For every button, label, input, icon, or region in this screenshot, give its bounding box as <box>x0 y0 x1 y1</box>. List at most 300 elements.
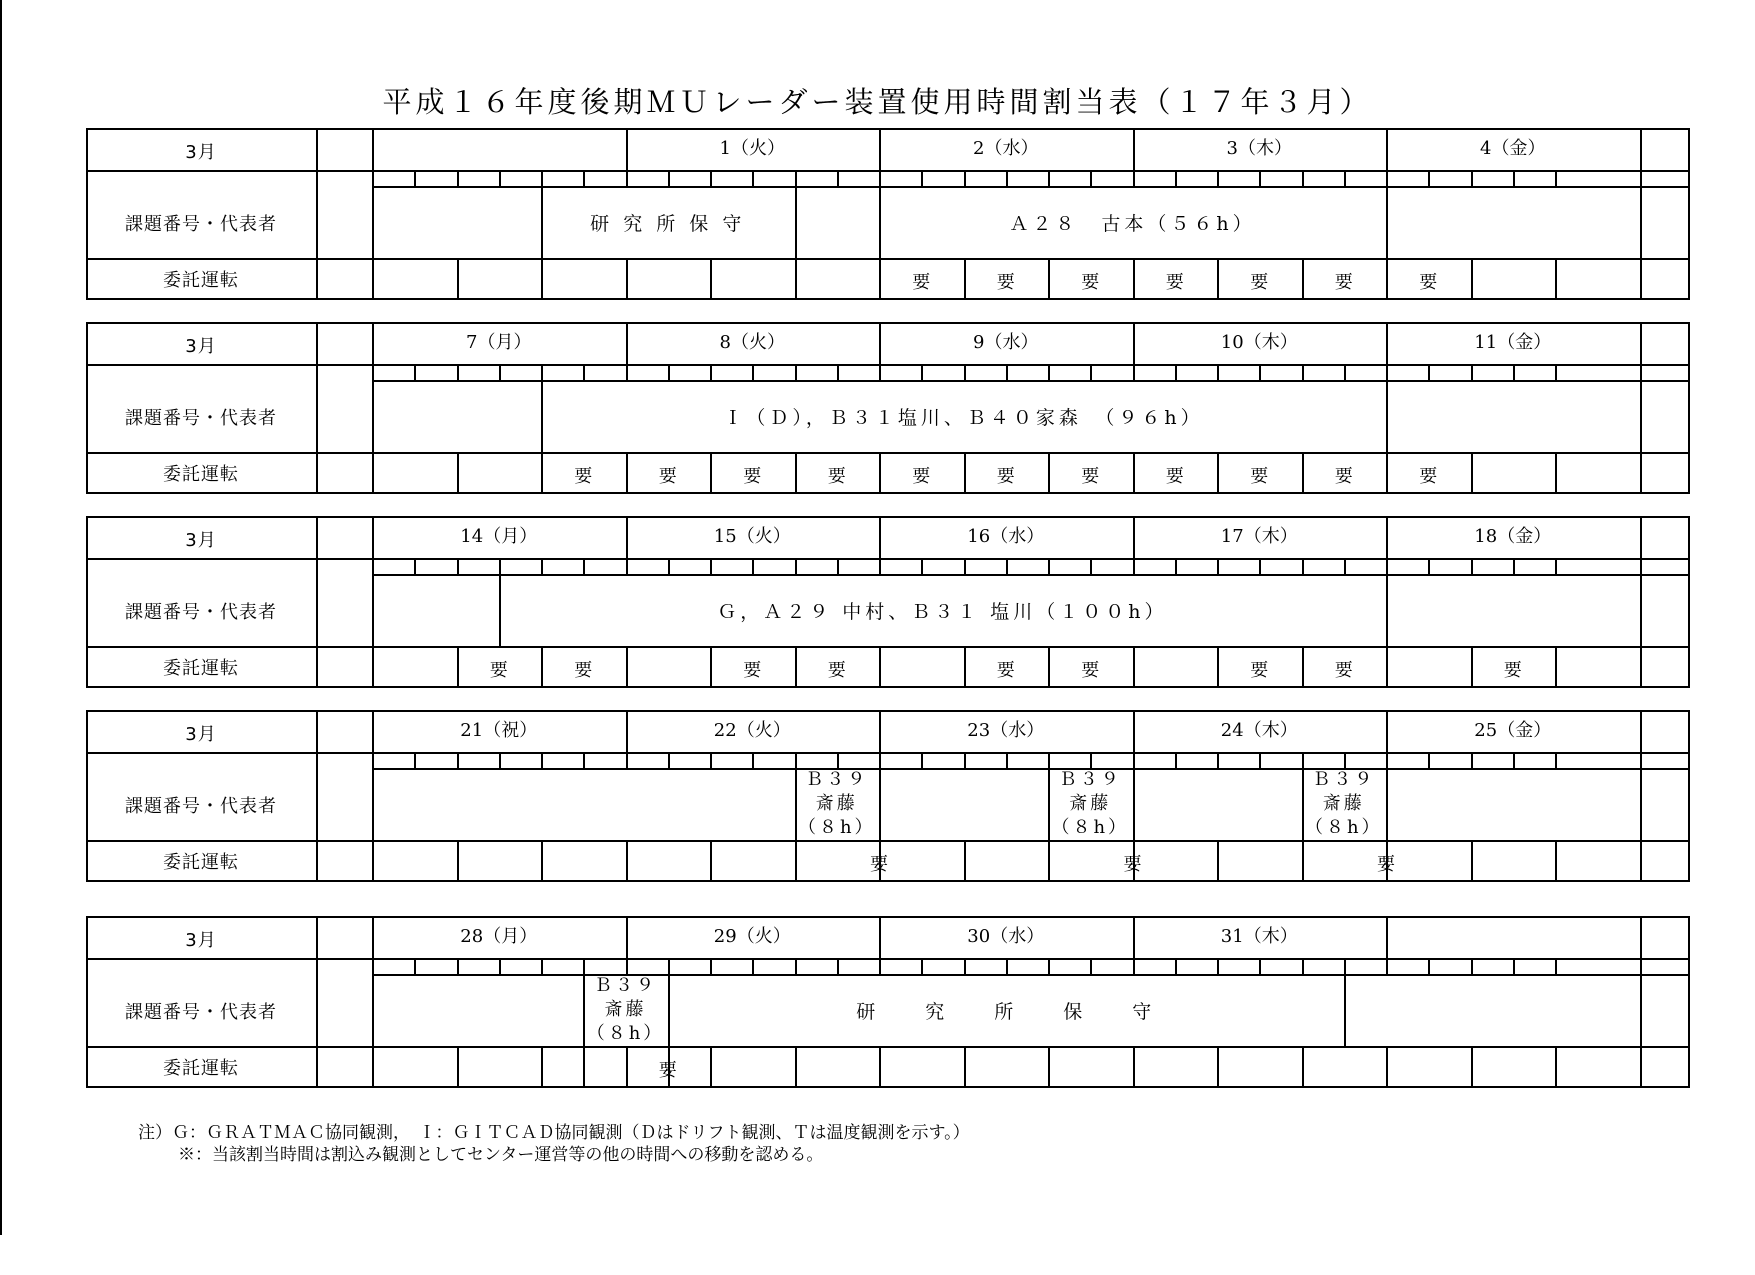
small-block-line: 斎藤 <box>1069 793 1112 814</box>
tick-mark <box>1428 558 1430 574</box>
small-block-line: Ｂ３９ <box>1058 769 1122 790</box>
tick-mark <box>457 958 459 974</box>
header-rule <box>86 752 1690 754</box>
block-border <box>795 186 797 258</box>
consign-required-mark: 要 <box>912 272 931 293</box>
tick-mark <box>964 752 966 768</box>
consign-slot-rule <box>1471 1046 1473 1086</box>
tick-mark <box>964 958 966 974</box>
tick-mark <box>1386 752 1388 768</box>
tick-mark <box>499 958 501 974</box>
tick-mark <box>795 958 797 974</box>
project-label: 課題番号・代表者 <box>125 602 277 623</box>
week-table-5 <box>86 916 1690 1089</box>
header-rule <box>86 170 1690 172</box>
tick-mark <box>1133 958 1135 974</box>
tick-mark <box>668 558 670 574</box>
consign-required-mark: 要 <box>1081 272 1100 293</box>
tick-mark <box>1090 958 1092 974</box>
consign-slot-rule <box>541 258 543 298</box>
last-column-rule <box>1640 322 1642 492</box>
tick-mark <box>1386 364 1388 380</box>
tick-mark <box>1090 558 1092 574</box>
label-column-rule <box>316 128 318 298</box>
tick-mark <box>583 364 585 380</box>
project-block: 研 究 所 保 守 <box>856 1000 1156 1023</box>
tick-mark <box>1133 752 1135 768</box>
tick-mark <box>1344 170 1346 186</box>
tick-mark <box>1386 558 1388 574</box>
tick-mark <box>1555 958 1557 974</box>
day-header: 14（月） <box>460 526 538 547</box>
tick-mark <box>1090 364 1092 380</box>
tick-mark <box>879 752 881 768</box>
tick-mark <box>1344 364 1346 380</box>
table-border-right <box>1688 916 1690 1088</box>
consign-required-mark: 要 <box>658 1060 677 1081</box>
consign-slot-rule <box>795 258 797 298</box>
tick-mark <box>1133 364 1135 380</box>
consign-label: 委託運転 <box>163 1058 239 1079</box>
tick-mark <box>626 170 628 186</box>
tick-mark <box>879 364 881 380</box>
day-header: 16（水） <box>967 526 1045 547</box>
project-block: 研 究 所 保 守 <box>590 212 746 235</box>
label-column-rule <box>316 916 318 1086</box>
tick-mark <box>752 364 754 380</box>
tick-mark <box>1513 364 1515 380</box>
consign-slot-rule <box>1048 1046 1050 1086</box>
tick-mark <box>1006 958 1008 974</box>
tick-mark <box>457 170 459 186</box>
day-header: 22（火） <box>713 720 791 741</box>
note-2: ※：当該割当時間は割込み観測としてセンター運営等の他の時間への移動を認める。 <box>178 1145 824 1165</box>
consign-slot-rule <box>541 1046 543 1086</box>
tick-mark <box>1217 958 1219 974</box>
tick-mark <box>1555 558 1557 574</box>
tick-mark <box>921 170 923 186</box>
week-table-2 <box>86 322 1690 495</box>
tick-mark <box>921 364 923 380</box>
tick-mark <box>837 364 839 380</box>
small-block-line: （８h） <box>1051 817 1130 838</box>
tick-mark <box>1048 364 1050 380</box>
month-label: 3月 <box>185 336 217 357</box>
tick-mark <box>795 558 797 574</box>
month-label: 3月 <box>185 930 217 951</box>
consign-required-mark: 要 <box>1165 466 1184 487</box>
tick-mark <box>1048 958 1050 974</box>
tick-mark <box>541 364 543 380</box>
consign-required-mark: 要 <box>827 660 846 681</box>
tick-mark <box>1217 558 1219 574</box>
consign-required-mark: 要 <box>912 466 931 487</box>
project-block: Ａ２８ 古本（５６h） <box>1009 212 1256 235</box>
tick-mark <box>668 752 670 768</box>
day-header: 4（金） <box>1480 138 1546 159</box>
tick-mark <box>457 752 459 768</box>
tick-mark <box>710 364 712 380</box>
small-block-line: 斎藤 <box>1322 793 1365 814</box>
consign-slot-rule <box>964 840 966 880</box>
tick-mark <box>499 170 501 186</box>
small-block-line: （８h） <box>797 817 876 838</box>
tick-mark <box>710 558 712 574</box>
small-block-line: 斎藤 <box>815 793 858 814</box>
consign-required-mark: 要 <box>1503 660 1522 681</box>
consign-required-mark: 要 <box>1334 272 1353 293</box>
consign-slot-rule <box>626 258 628 298</box>
tick-mark <box>1259 752 1261 768</box>
tick-mark <box>1344 958 1346 974</box>
consign-slot-rule <box>457 840 459 880</box>
consign-required-mark: 要 <box>870 854 888 875</box>
table-border-top <box>86 322 1690 324</box>
tick-mark <box>1386 170 1388 186</box>
table-border-bottom <box>86 880 1690 882</box>
tick-mark <box>837 558 839 574</box>
tick-mark <box>1175 558 1177 574</box>
project-block: Ｇ，Ａ２９ 中村、Ｂ３１ 塩川（１００h） <box>717 600 1168 623</box>
consign-required-mark: 要 <box>743 660 762 681</box>
label-column-rule <box>316 710 318 880</box>
consign-slot-rule <box>1217 1046 1219 1086</box>
consign-required-mark: 要 <box>1419 272 1438 293</box>
tick-mark <box>1048 558 1050 574</box>
label-column-rule <box>316 516 318 686</box>
tick-mark <box>457 364 459 380</box>
day-header: 8（火） <box>719 332 785 353</box>
tick-mark <box>1259 958 1261 974</box>
month-label: 3月 <box>185 142 217 163</box>
consign-slot-rule <box>1386 1046 1388 1086</box>
block-border <box>1344 974 1346 1046</box>
consign-required-mark: 要 <box>1250 660 1269 681</box>
day-header: 2（水） <box>973 138 1039 159</box>
tick-mark <box>1217 364 1219 380</box>
tick-mark <box>1344 558 1346 574</box>
consign-slot-rule <box>626 646 628 686</box>
tick-mark <box>1175 958 1177 974</box>
consign-slot-rule <box>1386 646 1388 686</box>
tick-mark <box>499 558 501 574</box>
tick-mark <box>372 364 374 380</box>
project-rule <box>86 1046 1690 1048</box>
tick-mark <box>879 958 881 974</box>
consign-slot-rule <box>457 1046 459 1086</box>
notes <box>138 1122 970 1166</box>
consign-slot-rule <box>541 840 543 880</box>
tick-mark <box>837 170 839 186</box>
tick-mark <box>1302 364 1304 380</box>
tick-mark <box>1386 958 1388 974</box>
consign-required-mark: 要 <box>827 466 846 487</box>
table-border-bottom <box>86 686 1690 688</box>
tick-mark <box>668 170 670 186</box>
consign-label: 委託運転 <box>163 658 239 679</box>
tick-mark <box>837 958 839 974</box>
tick-mark <box>583 752 585 768</box>
consign-slot-rule <box>457 452 459 492</box>
consign-required-mark: 要 <box>1377 854 1395 875</box>
day-header: 24（木） <box>1220 720 1298 741</box>
tick-mark <box>1471 958 1473 974</box>
table-border-bottom <box>86 492 1690 494</box>
block-border <box>1386 380 1388 452</box>
month-label: 3月 <box>185 724 217 745</box>
tick-mark <box>1006 558 1008 574</box>
tick-mark <box>710 958 712 974</box>
consign-slot-rule <box>1555 840 1557 880</box>
tick-mark <box>1302 170 1304 186</box>
consign-required-mark: 要 <box>1419 466 1438 487</box>
tick-mark <box>583 170 585 186</box>
tick-mark <box>499 752 501 768</box>
tick-mark <box>1428 752 1430 768</box>
tick-mark <box>414 752 416 768</box>
header-rule <box>86 364 1690 366</box>
consign-slot-rule <box>1555 452 1557 492</box>
consign-required-mark: 要 <box>489 660 508 681</box>
table-border-right <box>1688 710 1690 882</box>
month-label: 3月 <box>185 530 217 551</box>
tick-mark <box>1217 170 1219 186</box>
table-border-bottom <box>86 1086 1690 1088</box>
consign-required-mark: 要 <box>1334 466 1353 487</box>
consign-slot-rule <box>1555 258 1557 298</box>
tick-mark <box>1471 752 1473 768</box>
tick-mark <box>668 364 670 380</box>
tick-mark <box>964 170 966 186</box>
consign-slot-rule <box>710 1046 712 1086</box>
tick-mark <box>1090 170 1092 186</box>
day-header: 18（金） <box>1474 526 1552 547</box>
consign-required-mark: 要 <box>1250 272 1269 293</box>
day-header: 25（金） <box>1474 720 1552 741</box>
tick-mark <box>1175 364 1177 380</box>
project-label: 課題番号・代表者 <box>125 214 277 235</box>
header-rule <box>86 558 1690 560</box>
consign-slot-rule <box>1302 1046 1304 1086</box>
left-margin-rule <box>0 0 2 1235</box>
tick-mark <box>1133 170 1135 186</box>
tick-mark <box>964 558 966 574</box>
day-header: 31（木） <box>1220 926 1298 947</box>
day-header: 1（火） <box>719 138 785 159</box>
day-header-rule <box>372 128 374 170</box>
day-header: 10（木） <box>1220 332 1298 353</box>
tick-mark <box>668 958 670 974</box>
project-label: 課題番号・代表者 <box>125 408 277 429</box>
tick-mark <box>1428 958 1430 974</box>
tick-mark <box>1259 170 1261 186</box>
project-label: 課題番号・代表者 <box>125 1002 277 1023</box>
tick-mark <box>583 558 585 574</box>
tick-mark <box>1513 170 1515 186</box>
consign-required-mark: 要 <box>996 660 1015 681</box>
day-header: 3（木） <box>1226 138 1292 159</box>
consign-slot-rule <box>795 1046 797 1086</box>
tick-mark <box>372 558 374 574</box>
small-block-line: Ｂ３９ <box>594 975 657 996</box>
tick-mark <box>921 958 923 974</box>
tick-mark <box>1175 170 1177 186</box>
tick-mark <box>414 558 416 574</box>
consign-required-mark: 要 <box>1250 466 1269 487</box>
consign-slot-rule <box>710 840 712 880</box>
project-rule <box>86 646 1690 648</box>
tick-mark <box>921 752 923 768</box>
consign-slot-rule <box>879 646 881 686</box>
block-border <box>1386 186 1388 258</box>
day-header: 29（火） <box>713 926 791 947</box>
tick-mark <box>752 558 754 574</box>
last-column-rule <box>1640 710 1642 880</box>
week-table-1 <box>86 128 1690 301</box>
tick-mark <box>1133 558 1135 574</box>
consign-required-mark: 要 <box>996 272 1015 293</box>
tick-mark <box>964 364 966 380</box>
small-block-line: （８h） <box>1304 817 1383 838</box>
consign-required-mark: 要 <box>1334 660 1353 681</box>
consign-required-mark: 要 <box>1123 854 1142 875</box>
project-rule <box>86 840 1690 842</box>
consign-required-mark: 要 <box>1165 272 1184 293</box>
tick-mark <box>795 364 797 380</box>
tick-mark <box>879 558 881 574</box>
consign-slot-rule <box>457 258 459 298</box>
consign-slot-rule <box>1133 1046 1135 1086</box>
consign-slot-rule <box>1217 840 1219 880</box>
consign-required-mark: 要 <box>574 660 593 681</box>
tick-mark <box>1217 752 1219 768</box>
project-rule <box>86 258 1690 260</box>
tick-mark <box>1555 364 1557 380</box>
table-border-right <box>1688 128 1690 300</box>
consign-required-mark: 要 <box>658 466 677 487</box>
consign-slot-rule <box>964 1046 966 1086</box>
table-border-top <box>86 516 1690 518</box>
small-block-line: 斎藤 <box>604 999 647 1020</box>
tick-mark <box>1302 958 1304 974</box>
tick-mark <box>372 170 374 186</box>
tick-mark <box>541 752 543 768</box>
small-block-line: Ｂ３９ <box>805 769 869 790</box>
tick-mark <box>626 752 628 768</box>
table-border-top <box>86 710 1690 712</box>
day-header: 21（祝） <box>460 720 538 741</box>
day-header: 30（水） <box>967 926 1045 947</box>
consign-slot-rule <box>1471 258 1473 298</box>
tick-mark <box>752 752 754 768</box>
block-border <box>1386 574 1388 646</box>
consign-label: 委託運転 <box>163 852 239 873</box>
consign-slot-rule <box>1555 1046 1557 1086</box>
tick-mark <box>1259 364 1261 380</box>
tick-mark <box>541 170 543 186</box>
tick-mark <box>414 364 416 380</box>
table-border-bottom <box>86 298 1690 300</box>
tick-mark <box>499 364 501 380</box>
tick-mark <box>1006 364 1008 380</box>
table-border-right <box>1688 322 1690 494</box>
day-header-rule <box>1386 916 1388 958</box>
tick-mark <box>626 364 628 380</box>
tick-mark <box>1513 752 1515 768</box>
tick-mark <box>1513 558 1515 574</box>
tick-mark <box>1471 170 1473 186</box>
tick-mark <box>541 558 543 574</box>
note-1: 注）Ｇ：ＧＲＡＴＭＡＣ協同観測， Ｉ：ＧＩＴＣＡＤ協同観測（Ｄはドリフト観測、Ｔは温度観測を示す。） <box>138 1123 970 1143</box>
last-column-rule <box>1640 916 1642 1086</box>
tick-mark <box>457 558 459 574</box>
tick-mark <box>1302 558 1304 574</box>
last-column-rule <box>1640 128 1642 298</box>
small-block-line: Ｂ３９ <box>1312 769 1376 790</box>
consign-required-mark: 要 <box>996 466 1015 487</box>
consign-slot-rule <box>879 1046 881 1086</box>
tick-mark <box>1428 364 1430 380</box>
page-title: 平成１６年度後期ＭＵレーダー装置使用時間割当表（１７年３月） <box>382 85 1373 119</box>
table-border-top <box>86 128 1690 130</box>
tick-mark <box>1555 170 1557 186</box>
tick-mark <box>372 752 374 768</box>
tick-mark <box>1175 752 1177 768</box>
consign-required-mark: 要 <box>743 466 762 487</box>
consign-slot-rule <box>1471 452 1473 492</box>
consign-required-mark: 要 <box>574 466 593 487</box>
consign-label: 委託運転 <box>163 270 239 291</box>
tick-mark <box>541 958 543 974</box>
tick-mark <box>752 170 754 186</box>
day-header: 23（水） <box>967 720 1045 741</box>
tick-mark <box>1006 170 1008 186</box>
day-header: 15（火） <box>713 526 791 547</box>
tick-mark <box>1428 170 1430 186</box>
tick-mark <box>372 958 374 974</box>
tick-rule <box>372 768 1690 770</box>
tick-mark <box>752 958 754 974</box>
label-column-rule <box>316 322 318 492</box>
consign-slot-rule <box>626 840 628 880</box>
tick-mark <box>1471 364 1473 380</box>
week-table-3 <box>86 516 1690 689</box>
tick-mark <box>1555 752 1557 768</box>
tick-mark <box>879 170 881 186</box>
header-rule <box>86 958 1690 960</box>
tick-mark <box>710 170 712 186</box>
project-block: Ｉ（Ｄ），Ｂ３１塩川、Ｂ４０家森 （９６h） <box>723 406 1204 429</box>
tick-mark <box>710 752 712 768</box>
consign-required-mark: 要 <box>1081 660 1100 681</box>
table-border-right <box>1688 516 1690 688</box>
tick-mark <box>1006 752 1008 768</box>
tick-mark <box>1259 558 1261 574</box>
small-block-line: （８h） <box>586 1023 665 1044</box>
day-header: 11（金） <box>1474 332 1552 353</box>
last-column-rule <box>1640 516 1642 686</box>
consign-label: 委託運転 <box>163 464 239 485</box>
project-rule <box>86 452 1690 454</box>
tick-mark <box>921 558 923 574</box>
day-header: 28（月） <box>460 926 538 947</box>
tick-mark <box>1513 958 1515 974</box>
project-label: 課題番号・代表者 <box>125 796 277 817</box>
tick-mark <box>414 958 416 974</box>
consign-slot-rule <box>1133 646 1135 686</box>
consign-slot-rule <box>710 258 712 298</box>
tick-mark <box>1048 170 1050 186</box>
